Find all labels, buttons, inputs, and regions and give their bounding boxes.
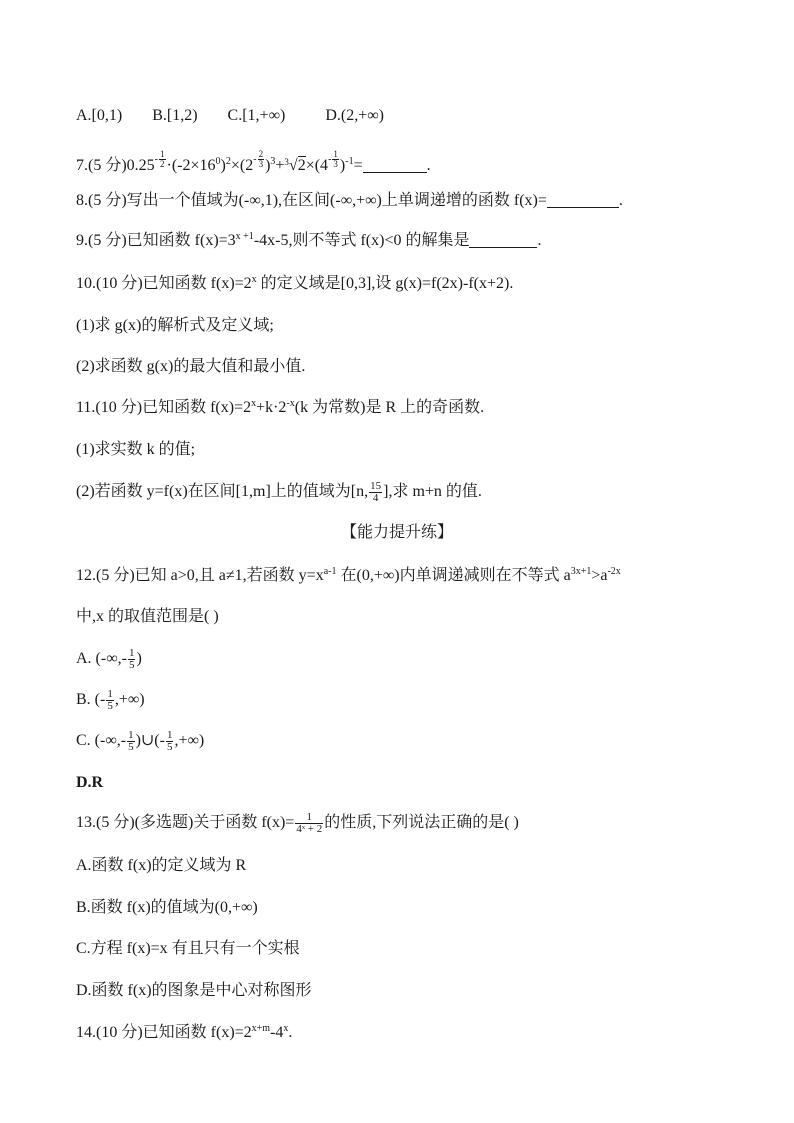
q13-option-b: B.函数 f(x)的值域为(0,+∞) — [76, 899, 258, 916]
q8-line: 8.(5 分)写出一个值域为(-∞,1),在区间(-∞,+∞)上单调递增的函数 f(x)= . — [76, 192, 623, 209]
q10-line: 10.(10 分)已知函数 $f(x)=2^x$ 的定义域是[0,3],设 g(x)=f(2x)-f(x+2). — [76, 274, 514, 292]
section-title: 【能力提升练】 — [340, 524, 453, 541]
answer-blank[interactable] — [363, 171, 427, 173]
q6-options — [76, 106, 384, 126]
q14-line: 14.(10 分)已知函数 $f(x)=2^{x+m}-4^x$. — [76, 1023, 293, 1041]
q6-option-b: B.[1,2) — [152, 107, 198, 124]
q11-line: 11.(10 分)已知函数 $f(x)=2^x+k\cdot 2^{-x}(k$ 为常数)是 R 上的奇函数. — [76, 398, 485, 416]
q13-option-a: A.函数 f(x)的定义域为 R — [76, 857, 247, 874]
answer-blank[interactable] — [547, 206, 619, 208]
q12-option-c: C. (-∞,- $\frac{1}{5}$ )∪(- $\frac{1}{5}$ ,+∞) — [76, 729, 205, 753]
answer-blank[interactable] — [469, 246, 537, 248]
q10-part-1: (1)求 g(x)的解析式及定义域; — [76, 317, 274, 334]
q6-option-a: A.[0,1) — [76, 107, 123, 124]
q13-line: 13.(5 分)(多选题)关于函数 f(x)= $\frac{1}{\text{4ˣ + 2}}$ 的性质,下列说法正确的是( ) — [76, 811, 519, 835]
q11-part-2: (2)若函数 y=f(x)在区间[1,m]上的值域为[n, $\frac{15}{4}$ ],求 m+n 的值. — [76, 480, 482, 504]
q12-option-b: B. (- $\frac{1}{5}$ ,+∞) — [76, 688, 145, 712]
q13-option-c: C.方程 f(x)=x 有且只有一个实根 — [76, 940, 300, 957]
radical-sign: √ — [288, 156, 298, 174]
q11-part-1: (1)求实数 k 的值; — [76, 441, 196, 458]
q12-line-2: 中,x 的取值范围是( ) — [76, 608, 219, 625]
q6-option-c: C.[1,+∞) — [227, 107, 286, 124]
q12-option-d: D.R — [76, 774, 104, 791]
q6-option-d: D.(2,+∞) — [325, 107, 384, 124]
q7-line: 7.(5 分)$0.25^{- \frac{1}{2}}$ $\cdot(-2\times 16^0)^2\times(2^{- \frac{2}{3}}$ )$^3+^3√2\times(4^{- \frac{1}{3}}$ )$^{-1}$= . — [76, 149, 431, 174]
q13-option-d: D.函数 f(x)的图象是中心对称图形 — [76, 982, 312, 999]
q10-part-2: (2)求函数 g(x)的最大值和最小值. — [76, 358, 306, 375]
q9-line: 9.(5 分)已知函数 $f(x)=3^{x +1}-4x-5$,则不等式 f(x)<0 的解集是 . — [76, 231, 542, 249]
q12-option-a: A. (-∞,- $\frac{1}{5}$ ) — [76, 647, 142, 671]
q12-line: 12.(5 分)已知 a>0,且 a≠1,若函数 $y=x^{a-1}$ 在(0,+∞)内单调递减则在不等式 $a^{3x+1}>a^{-2x}$ — [76, 566, 621, 584]
